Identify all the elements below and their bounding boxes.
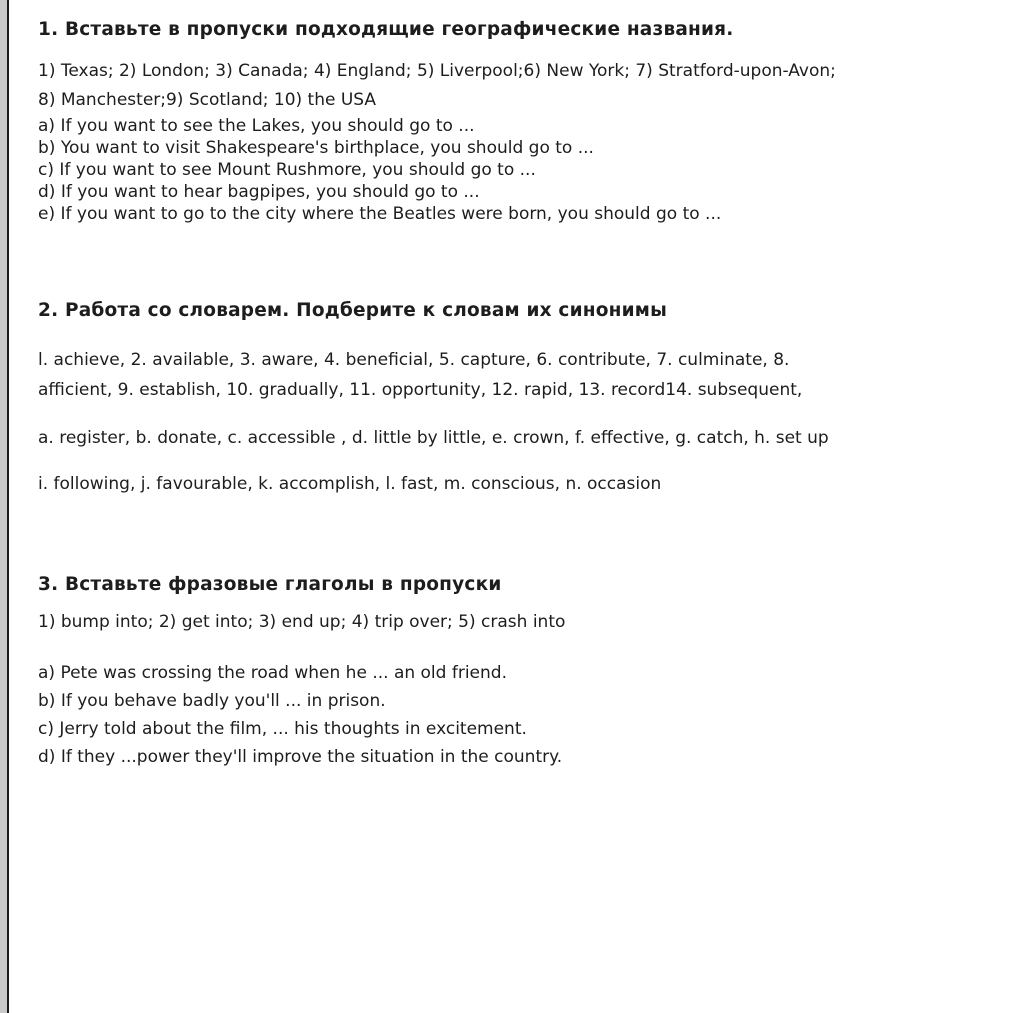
left-gray-strip	[0, 0, 7, 1013]
section-3-item-a: a) Pete was crossing the road when he ... an old friend.	[38, 663, 507, 683]
left-border-line	[7, 0, 9, 1013]
section-3-title: 3. Вставьте фразовые глаголы в пропуски	[38, 574, 502, 595]
section-3-word-bank: 1) bump into; 2) get into; 3) end up; 4) trip over; 5) crash into	[38, 612, 566, 632]
section-1-word-bank-line-2: 8) Manchester;9) Scotland; 10) the USA	[38, 90, 377, 110]
section-3-item-d: d) If they ...power they'll improve the situation in the country.	[38, 747, 563, 767]
section-1-item-a: a) If you want to see the Lakes, you should go to ...	[38, 116, 475, 136]
section-1-item-b: b) You want to visit Shakespeare's birthplace, you should go to ...	[38, 138, 594, 158]
worksheet-content	[38, 0, 1011, 771]
section-1-item-c: c) If you want to see Mount Rushmore, you should go to ...	[38, 160, 536, 180]
section-2-synonyms-line-2: i. following, j. favourable, k. accomplish, l. fast, m. conscious, n. occasion	[38, 474, 662, 494]
section-2-word-bank	[38, 345, 1011, 405]
section-1-item-e: e) If you want to go to the city where the Beatles were born, you should go to ...	[38, 204, 722, 224]
section-2-word-bank-line-1: l. achieve, 2. available, 3. aware, 4. beneficial, 5. capture, 6. contribute, 7. culminate, 8.	[38, 350, 790, 370]
section-1-title: 1. Вставьте в пропуски подходящие географические названия.	[38, 19, 734, 40]
section-3-item-b: b) If you behave badly you'll ... in prison.	[38, 691, 386, 711]
section-1-word-bank-line-1: 1) Texas; 2) London; 3) Canada; 4) England; 5) Liverpool;6) New York; 7) Stratford-upon-Avon;	[38, 61, 836, 81]
section-1-item-d: d) If you want to hear bagpipes, you should go to ...	[38, 182, 480, 202]
section-2-title: 2. Работа со словарем. Подберите к словам их синонимы	[38, 300, 668, 321]
section-2-synonyms-line-1: a. register, b. donate, c. accessible , d. little by little, e. crown, f. effective, g. catch, h. set up	[38, 428, 829, 448]
section-3-item-c: c) Jerry told about the film, ... his thoughts in excitement.	[38, 719, 527, 739]
section-2-word-bank-line-2: afficient, 9. establish, 10. gradually, 11. opportunity, 12. rapid, 13. record14. subsequent,	[38, 380, 803, 400]
section-1-word-bank	[38, 57, 1011, 115]
